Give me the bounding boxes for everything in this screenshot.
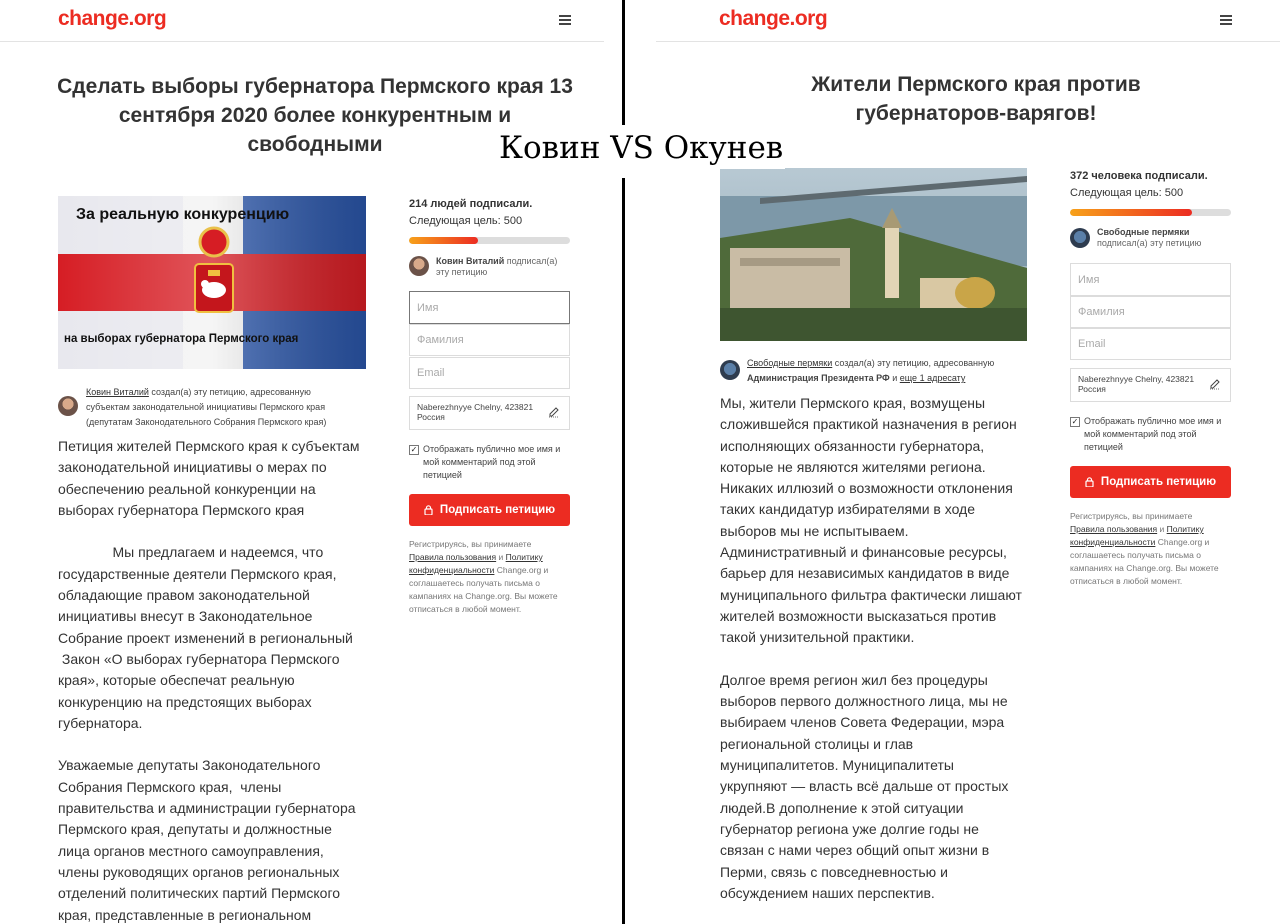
- left-recent-signer-avatar: [409, 256, 429, 276]
- divider-line-bottom: [622, 178, 625, 924]
- right-last-name-input[interactable]: Фамилия: [1070, 296, 1231, 328]
- right-recent-signer-line2: подписал(а) эту петицию: [1097, 238, 1202, 248]
- divider-line-top: [622, 0, 625, 125]
- left-sign-label: Подписать петицию: [439, 504, 556, 516]
- right-recent-signer-avatar: [1070, 228, 1090, 248]
- left-sign-petition-button[interactable]: [409, 494, 570, 526]
- left-page-title: Сделать выборы губернатора Пермского края 13 сентября 2020 более конкурентным и свободными: [57, 75, 573, 156]
- left-terms-text: [409, 538, 579, 616]
- banner-top-text: За реальную конкуренцию: [76, 206, 290, 223]
- right-display-name-option[interactable]: [1070, 415, 1235, 455]
- right-signature-goal: Следующая цель: 500: [1070, 187, 1184, 199]
- right-logo[interactable]: change.org: [719, 7, 828, 30]
- left-checkbox-line3: петицией: [423, 470, 462, 480]
- left-terms-line1: Регистрируясь, вы принимаете: [409, 539, 532, 549]
- left-checkbox-line1: Отображать публично мое имя и: [423, 444, 561, 454]
- right-sign-petition-button[interactable]: [1070, 466, 1231, 498]
- left-location-line1: Naberezhnyye Chelny, 423821: [417, 402, 534, 412]
- left-author-line2: субъектам законодательной инициативы Пермского края: [86, 402, 326, 412]
- right-author-info: [747, 356, 1027, 386]
- right-page-title: Жители Пермского края против губернаторов-варягов!: [811, 73, 1141, 125]
- left-terms-line3: Change.org и: [494, 565, 549, 575]
- right-progress-bar: [1070, 209, 1231, 216]
- right-checkbox-line3: петицией: [1084, 442, 1123, 452]
- right-privacy-link-b[interactable]: конфиденциальности: [1070, 537, 1156, 547]
- city-photo-graphic: [720, 168, 1027, 341]
- left-privacy-link-a[interactable]: Политику: [505, 552, 543, 562]
- left-terms-line5: кампаниях на Change.org. Вы можете: [409, 591, 558, 601]
- right-author-link[interactable]: Свободные пермяки: [747, 358, 833, 368]
- right-progress-fill: [1070, 209, 1192, 216]
- right-petition-body: Мы, жители Пермского края, возмущены сложившейся практикой назначения в регион исполняющих обязанности губернатора, которые не являются жителями региона. Никаких иллюзий о возможности отклонения таких кандидатур избирателями в ходе выборов мы не испытываем. Административный и финансовые ресурсы, барьер для независимых кандидатов в виде муниципального фильтра фактически лишают жителей возможности высказаться против такой унизительной практики. Долгое время регион жил без процедуры выборов первого должностного лица, мы не выбираем членов Совета Федерации, мэра региональной столицы и глав муниципалитетов. Муниципалитеты укрупняют — власть всё дальше от простых людей.В дополнение к этой ситуации губернатор региона уже долгие годы не связан с нами через общий опыт жизни в Перми, связь с повседневностью и обсуждением наших перспектив.: [720, 395, 1022, 901]
- left-author-link[interactable]: Ковин Виталий: [86, 387, 149, 397]
- right-terms-line6: отписаться в любой момент.: [1070, 576, 1183, 586]
- right-terms-and: и: [1157, 524, 1167, 534]
- left-first-name-input[interactable]: Имя: [409, 291, 570, 324]
- right-more-recipients-link[interactable]: еще 1 адресату: [899, 373, 966, 383]
- right-checkbox-line2: мой комментарий под этой: [1084, 429, 1197, 439]
- right-location-line2: Россия: [1078, 384, 1106, 394]
- right-author-avatar[interactable]: [720, 360, 740, 380]
- left-signature-goal: Следующая цель: 500: [409, 215, 523, 227]
- right-menu-icon[interactable]: [1220, 15, 1232, 25]
- right-privacy-link-a[interactable]: Политику: [1166, 524, 1204, 534]
- left-location-line2: Россия: [417, 412, 445, 422]
- left-terms-line6: отписаться в любой момент.: [409, 604, 522, 614]
- right-location-field[interactable]: [1070, 368, 1231, 402]
- left-display-name-checkbox[interactable]: ✓: [410, 445, 418, 454]
- left-location-field[interactable]: [409, 396, 570, 430]
- right-display-name-checkbox[interactable]: ✓: [1071, 417, 1079, 426]
- left-author-info: [86, 385, 366, 430]
- banner-bottom-text: на выборах губернатора Пермского края: [64, 333, 299, 345]
- right-terms-line4: соглашаетесь получать письма о: [1070, 550, 1201, 560]
- right-first-name-input[interactable]: Имя: [1070, 263, 1231, 296]
- right-terms-of-use-link[interactable]: Правила пользования: [1070, 524, 1158, 534]
- left-author-line3: (депутатам Законодательного Собрания Пермского края): [86, 417, 327, 427]
- right-header: [656, 0, 1280, 42]
- left-terms-and: и: [496, 552, 506, 562]
- right-terms-line3: Change.org и: [1155, 537, 1210, 547]
- left-recent-signer-line2: эту петицию: [436, 267, 488, 277]
- left-last-name-input[interactable]: Фамилия: [409, 324, 570, 356]
- pencil-icon[interactable]: [1209, 378, 1221, 390]
- left-checkbox-line2: мой комментарий под этой: [423, 457, 536, 467]
- left-logo[interactable]: change.org: [58, 7, 167, 30]
- right-author-suffix: создал(а) эту петицию, адресованную: [832, 358, 995, 368]
- right-recent-signer-name: Свободные пермяки: [1097, 227, 1190, 237]
- left-recent-signer: [436, 256, 576, 278]
- right-email-input[interactable]: Email: [1070, 328, 1231, 360]
- right-author-and: и: [889, 373, 900, 383]
- left-display-name-option[interactable]: [409, 443, 574, 483]
- left-menu-icon[interactable]: [559, 15, 571, 25]
- right-checkbox-label: [1084, 415, 1221, 454]
- right-recent-signer: [1097, 227, 1237, 249]
- right-signature-count: 372 человека подписали.: [1070, 170, 1208, 182]
- left-recent-signer-name: Ковин Виталий: [436, 256, 505, 266]
- left-checkbox-label: [423, 443, 560, 482]
- left-recent-signer-suffix: подписал(а): [504, 256, 558, 266]
- left-terms-of-use-link[interactable]: Правила пользования: [409, 552, 497, 562]
- left-author-avatar[interactable]: [58, 396, 78, 416]
- left-progress-fill: [409, 237, 478, 244]
- left-petition-image: [58, 196, 366, 369]
- right-petition-image: [720, 168, 1027, 341]
- right-terms-line5: кампаниях на Change.org. Вы можете: [1070, 563, 1219, 573]
- pencil-icon[interactable]: [548, 406, 560, 418]
- right-sign-label: Подписать петицию: [1100, 476, 1217, 488]
- left-terms-line4: соглашаетесь получать письма о: [409, 578, 540, 588]
- left-progress-bar: [409, 237, 570, 244]
- left-email-input[interactable]: Email: [409, 357, 570, 389]
- left-signature-count: 214 людей подписали.: [409, 198, 533, 210]
- right-terms-text: [1070, 510, 1240, 588]
- lock-icon: [1085, 477, 1094, 487]
- right-location-line1: Naberezhnyye Chelny, 423821: [1078, 374, 1195, 384]
- lock-icon: [424, 505, 433, 515]
- comparison-caption: Ковин VS Окунев: [497, 127, 785, 169]
- right-terms-line1: Регистрируясь, вы принимаете: [1070, 511, 1193, 521]
- left-petition-body: Петиция жителей Пермского края к субъектам законодательной инициативы о мерах по обеспечению реальной конкуренции на выборах губернатора Пермского края Мы предлагаем и надеемся, что государственные деятели Пермского края, обладающие правом законодательной инициативы внесут в Законодательное Собрание проект изменений в региональный Закон «О выборах губернатора Пермского края», которые обеспечат реальную конкуренцию на предстоящих выборах губернатора. Уважаемые депутаты Законодательного Собрания Пермского края, члены правительства и администрации губернатора Пермского края, депутаты и должностные лица органов местного самоуправления, члены руководящих органов региональных отделений политических партий Пермского края, представленные в региональном: [58, 438, 360, 923]
- right-author-recipient: Администрация Президента РФ: [747, 373, 890, 383]
- right-checkbox-line1: Отображать публично мое имя и: [1084, 416, 1222, 426]
- left-header: [0, 0, 604, 42]
- left-author-suffix: создал(а) эту петицию, адресованную: [148, 387, 311, 397]
- left-privacy-link-b[interactable]: конфиденциальности: [409, 565, 495, 575]
